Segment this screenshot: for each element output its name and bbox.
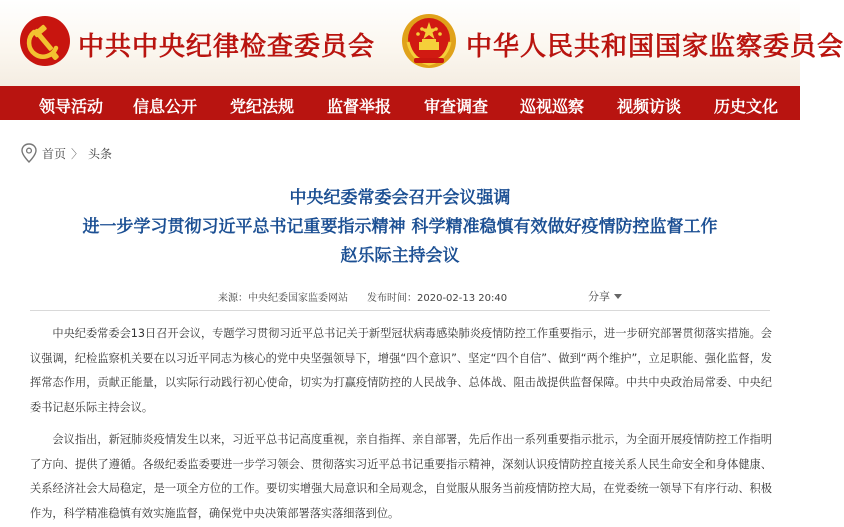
chevron-down-icon [614, 294, 622, 299]
breadcrumb-home-link[interactable]: 首页 [42, 146, 67, 161]
party-emblem-icon [18, 14, 72, 68]
breadcrumb-separator: 〉 [71, 146, 84, 161]
site-header [0, 0, 844, 86]
article-title [0, 184, 800, 271]
main-nav [0, 86, 800, 120]
breadcrumb [20, 143, 112, 163]
nav-item-party-regulations[interactable]: 党纪法规 [230, 97, 295, 116]
cpc-ccdi-title[interactable]: 中共中央纪律检查委员会 [78, 32, 376, 62]
article-title-line-3: 赵乐际主持会议 [340, 246, 460, 266]
nav-item-info-disclosure[interactable]: 信息公开 [133, 97, 198, 116]
article-paragraph-2: 会议指出，新冠肺炎疫情发生以来，习近平总书记高度重视，亲自指挥、亲自部署，先后作出一系列重要指示批示，为全面开展疫情防控工作指明了方向、提供了遵循。各级纪委监委要进一步学习领会、贯彻落实习近平总书记重要指示精神，深刻认识疫情防控直接关系人民生命安全和身体健康、关系经济社会大局稳定，是一项全方位的工作。要切实增强大局意识和全局观念，自觉服从服务当前疫情防控大局，在党委统一领导下有序行动、积极作为，科学精准稳慎有效实施监督，确保党中央决策部署落实落细落到位。 [30, 433, 772, 520]
national-emblem-icon [400, 12, 458, 70]
nav-item-video-interviews[interactable]: 视频访谈 [617, 97, 682, 116]
meta-divider [30, 310, 770, 311]
article-publish-time: 发布时间：2020-02-13 20:40 [367, 293, 508, 304]
article-paragraph-1: 中央纪委常委会13日召开会议，专题学习贯彻习近平总书记关于新型冠状病毒感染肺炎疫情防控工作重要指示，进一步研究部署贯彻落实措施。会议强调，纪检监察机关要在以习近平同志为核心的党中央坚强领导下，增强“四个意识”、坚定“四个自信”、做到“两个维护”，立足职能、强化监督，发挥常态作用，贡献正能量，以实际行动践行初心使命，切实为打赢疫情防控的人民战争、总体战、阻击战提供监督保障。中共中央政治局常委、中央纪委书记赵乐际主持会议。 [30, 327, 772, 414]
nsc-title[interactable]: 中华人民共和国国家监察委员会 [466, 32, 844, 62]
article-source: 来源：中央纪委国家监委网站 [218, 293, 348, 304]
nav-item-inspection[interactable]: 巡视巡察 [520, 97, 585, 116]
article-title-line-2: 进一步学习贯彻习近平总书记重要指示精神 科学精准稳慎有效做好疫情防控监督工作 [82, 217, 718, 237]
nav-item-history[interactable]: 历史文化 [714, 97, 779, 116]
location-pin-icon [20, 143, 38, 163]
article-meta [0, 286, 800, 306]
article-title-line-1: 中央纪委常委会召开会议强调 [289, 188, 511, 208]
nav-item-investigation[interactable]: 审查调查 [424, 97, 489, 116]
share-button[interactable] [588, 288, 622, 304]
breadcrumb-current-link[interactable]: 头条 [88, 146, 113, 161]
share-label: 分享 [588, 290, 610, 303]
nav-item-leadership[interactable]: 领导活动 [39, 97, 104, 116]
nav-item-report[interactable]: 监督举报 [327, 97, 392, 116]
